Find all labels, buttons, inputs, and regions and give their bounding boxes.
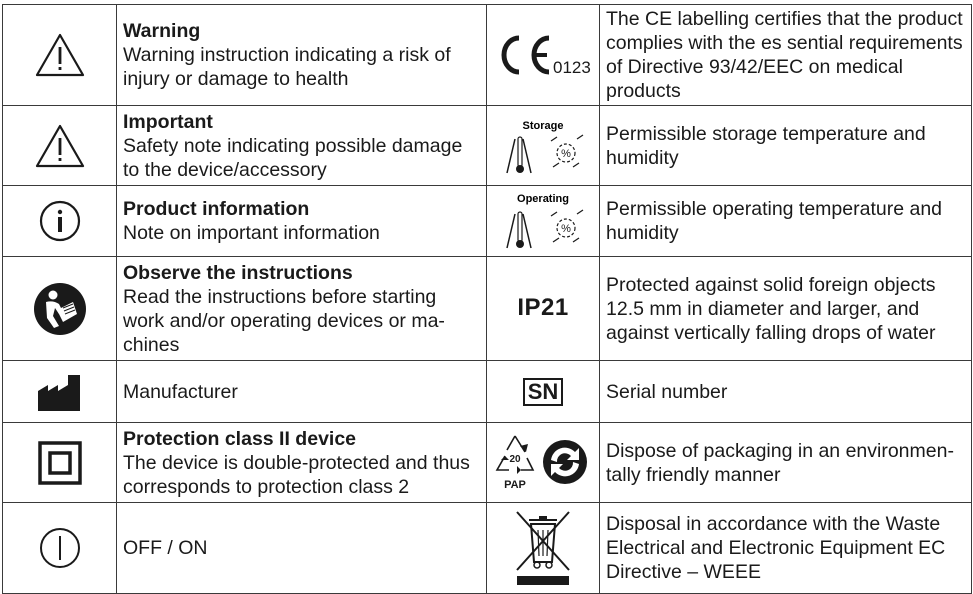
storage-label: Storage	[522, 119, 564, 132]
protection-class-2-icon	[3, 423, 117, 503]
weee-bin-icon	[487, 503, 600, 594]
symbol-description	[117, 257, 487, 361]
recycle-material: PAP	[504, 478, 526, 491]
symbol-title: Product information	[123, 198, 310, 220]
table-row	[3, 186, 972, 257]
manufacturer-icon	[3, 361, 117, 423]
symbol-description	[600, 106, 972, 186]
symbols-table	[2, 4, 972, 594]
humidity-glyph: %	[561, 147, 571, 160]
symbol-title: Important	[123, 110, 213, 133]
ip21-mark	[487, 257, 600, 361]
important-triangle-icon	[3, 106, 117, 186]
recycle-code: 20	[509, 453, 521, 465]
table-row	[3, 5, 972, 106]
symbol-text: The device is double-protected and thus corresponds to protection class 2	[123, 451, 470, 498]
symbol-text: Permissible operating temperature and humidity	[606, 198, 943, 244]
serial-label: SN	[523, 378, 564, 406]
ce-mark-icon	[487, 5, 600, 106]
power-off-on-icon	[3, 503, 117, 594]
table-row	[3, 503, 972, 594]
symbol-text: Safety note indicating possible damage to the device/accessory	[123, 134, 463, 181]
warning-triangle-icon	[3, 5, 117, 106]
storage-conditions-icon	[487, 106, 600, 186]
symbol-text: OFF / ON	[123, 537, 208, 559]
symbol-text: Manufacturer	[123, 380, 238, 403]
table-row	[3, 106, 972, 186]
green-dot-icon	[543, 440, 587, 484]
operating-label: Operating	[517, 193, 569, 205]
symbol-description	[600, 186, 972, 257]
symbol-text: Dispose of packaging in an environmen-tally friendly manner	[606, 439, 954, 486]
symbol-description	[117, 503, 487, 594]
symbol-description	[600, 503, 972, 594]
symbol-text: Disposal in accordance with the Waste Electrical and Electronic Equipment EC Directive – WEEE	[606, 513, 946, 583]
symbol-description	[117, 361, 487, 423]
symbol-description	[117, 5, 487, 106]
symbol-text: Protected against solid foreign objects 12.5 mm in diameter and larger, and against vertically falling drops of water	[606, 273, 936, 344]
info-icon	[3, 186, 117, 257]
symbol-text: Note on important information	[123, 222, 380, 244]
symbol-description	[600, 257, 972, 361]
symbol-text: Read the instructions before starting work and/or operating devices or ma-chines	[123, 285, 445, 356]
symbol-title: Observe the instructions	[123, 261, 353, 284]
symbol-text: Serial number	[606, 380, 728, 403]
humidity-glyph: %	[561, 223, 571, 235]
read-manual-icon	[3, 257, 117, 361]
symbol-description	[117, 106, 487, 186]
symbol-description	[117, 186, 487, 257]
symbol-description	[117, 423, 487, 503]
ce-number: 0123	[553, 58, 591, 77]
symbol-title: Warning	[123, 20, 201, 42]
symbol-description	[600, 361, 972, 423]
symbol-text: Permissible storage temperature and humidity	[606, 122, 926, 169]
recycle-pap-icon	[497, 436, 533, 491]
symbol-text: Warning instruction indicating a risk of injury or damage to health	[123, 44, 451, 90]
serial-number-mark	[487, 361, 600, 423]
symbol-description	[600, 423, 972, 503]
symbol-title: Protection class II device	[123, 427, 357, 450]
table-row	[3, 423, 972, 503]
table-row	[3, 257, 972, 361]
recycle-symbols-cell	[487, 423, 600, 503]
symbol-text: The CE labelling certifies that the product complies with the es sential requirements of Directive 93/42/EEC on medical products	[606, 8, 963, 102]
ip-rating: IP21	[517, 294, 569, 321]
table-row	[3, 361, 972, 423]
symbol-description	[600, 5, 972, 106]
operating-conditions-icon	[487, 186, 600, 257]
